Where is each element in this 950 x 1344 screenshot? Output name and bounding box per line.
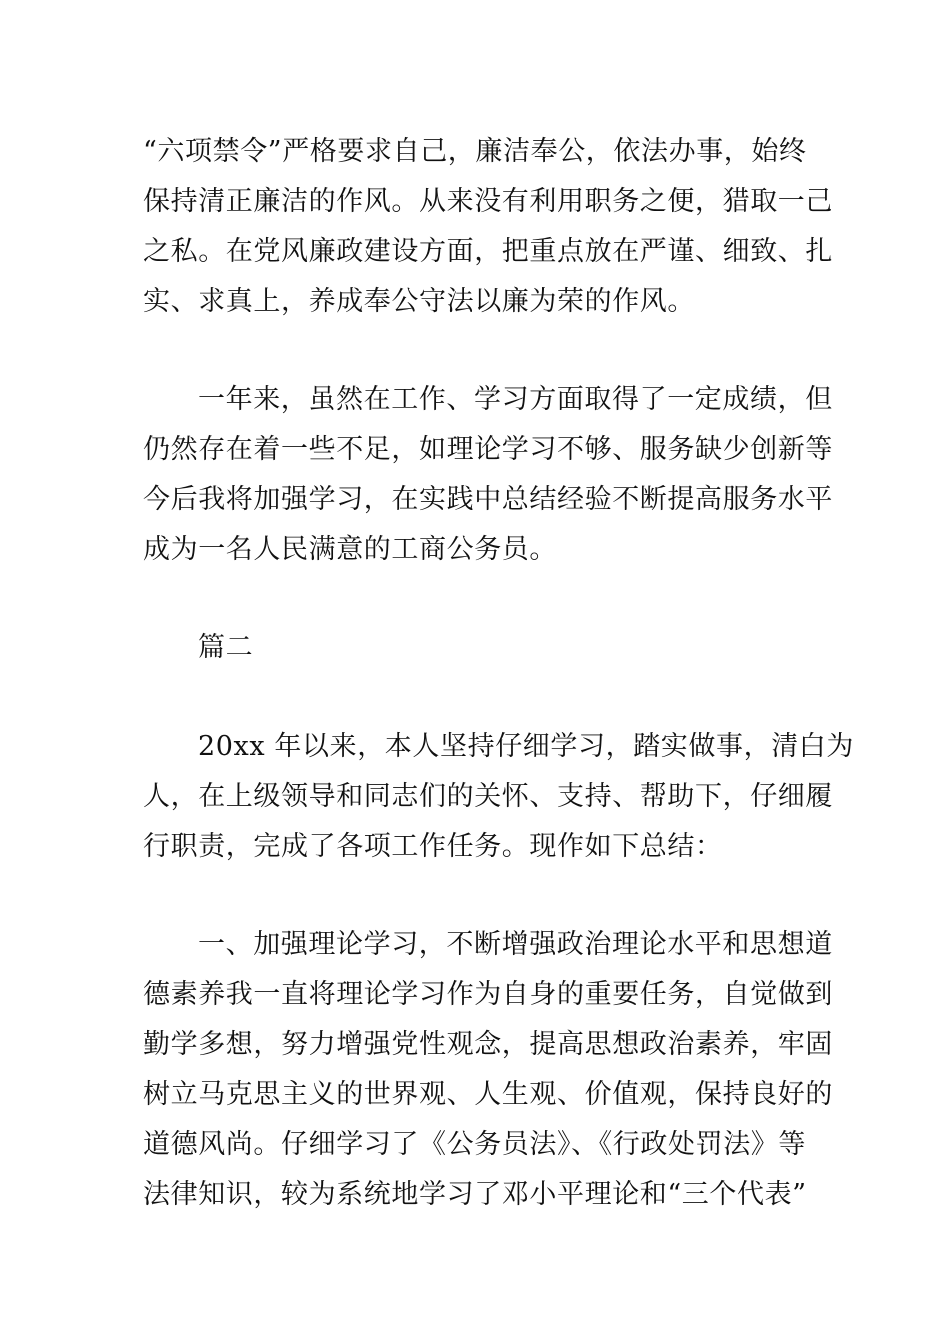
- paragraph-2-line-1: 一年来，虽然在工作、学习方面取得了一定成绩，但: [198, 384, 833, 415]
- paragraph-1-line-1: “六项禁令”严格要求自己，廉洁奉公，依法办事，始终: [143, 136, 807, 167]
- paragraph-4-line-2: 德素养我一直将理论学习作为自身的重要任务，自觉做到: [143, 979, 833, 1010]
- paragraph-1-line-4: 实、求真上，养成奉公守法以廉为荣的作风。: [143, 286, 695, 317]
- paragraph-2-line-3: 今后我将加强学习，在实践中总结经验不断提高服务水平: [143, 484, 833, 515]
- paragraph-3-line-2: 人，在上级领导和同志们的关怀、支持、帮助下，仔细履: [143, 781, 833, 812]
- paragraph-3-line-1: 20xx 年以来，本人坚持仔细学习，踏实做事，清白为: [198, 731, 854, 762]
- paragraph-4-line-3: 勤学多想，努力增强党性观念，提高思想政治素养，牢固: [143, 1029, 833, 1060]
- paragraph-1-line-3: 之私。在党风廉政建设方面，把重点放在严谨、细致、扎: [143, 236, 833, 267]
- section-heading: 篇二: [198, 632, 254, 663]
- paragraph-2-line-4: 成为一名人民满意的工商公务员。: [143, 534, 557, 565]
- paragraph-4-line-1: 一、加强理论学习，不断增强政治理论水平和思想道: [198, 929, 833, 960]
- paragraph-4-line-5: 道德风尚。仔细学习了《公务员法》、《行政处罚法》等: [143, 1129, 806, 1160]
- paragraph-2-line-2: 仍然存在着一些不足，如理论学习不够、服务缺少创新等: [143, 434, 833, 465]
- paragraph-4-line-6: 法律知识，较为系统地学习了邓小平理论和“三个代表”: [143, 1179, 807, 1210]
- paragraph-4-line-4: 树立马克思主义的世界观、人生观、价值观，保持良好的: [143, 1079, 833, 1110]
- paragraph-3-line-3: 行职责，完成了各项工作任务。现作如下总结：: [143, 831, 723, 862]
- paragraph-1-line-2: 保持清正廉洁的作风。从来没有利用职务之便，猎取一己: [143, 186, 833, 217]
